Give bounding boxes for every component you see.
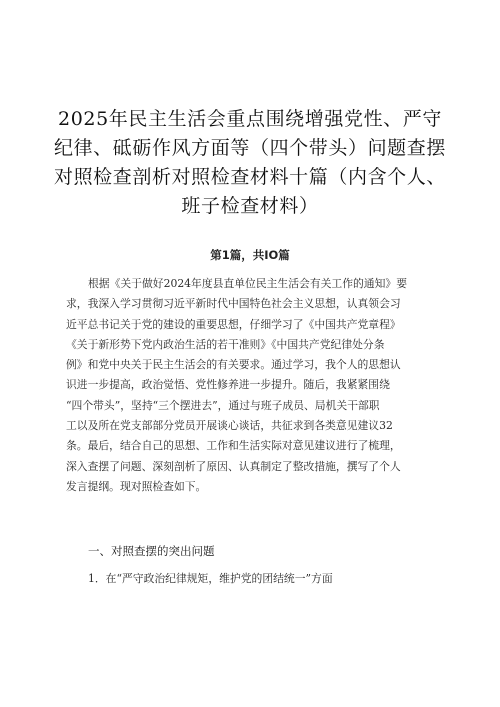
body-line: 发言提纲。现对照检查如下。 (66, 479, 207, 493)
title-line: 纪律、砥砺作风方面等（四个带头）问题查摆 (53, 136, 446, 159)
page-counter-subtitle: 第1篇，共IO篇 (210, 248, 290, 262)
title-line: 对照检查剖析对照检查材料十篇（内含个人、 (53, 165, 446, 188)
body-line: 《关于新形势下党内政治生活的若干准则》《中国共产党纪律处分条 (66, 337, 385, 351)
document-title (40, 105, 460, 221)
title-line: 班子检查材料） (181, 194, 319, 217)
body-line: 工以及所在党支部部分党员开展谈心谈话，共征求到各类意见建议32 (66, 419, 393, 433)
title-line: 2025年民主生活会重点围绕增强党性、严守 (58, 107, 442, 130)
body-paragraph (66, 274, 444, 497)
body-line: “四个带头”，坚持“三个摆进去”，通过与班子成员、局机关干部职 (66, 398, 380, 412)
body-line: 识进一步提高，政治觉悟、党性修养进一步提升。随后，我紧紧围绕 (66, 378, 390, 392)
section-heading: 一、对照查摆的突出问题 (88, 544, 215, 558)
list-item: 1．在“严守政治纪律规矩，维护党的团结统一”方面 (88, 572, 333, 585)
body-line: 近平总书记关于党的建设的重要思想，仔细学习了《中国共产党章程》 (66, 317, 401, 331)
body-line: 根据《关于做好2024年度县直单位民主生活会有关工作的通知》要 (88, 277, 407, 290)
body-line: 深入查摆了问题、深刻剖析了原因、认真制定了整改措施，撰写了个人 (66, 459, 401, 473)
body-line: 求，我深入学习贯彻习近平新时代中国特色社会主义思想，认真领会习 (66, 297, 401, 311)
body-line: 条。最后，结合自己的思想、工作和生活实际对意见建议进行了梳理， (66, 439, 401, 453)
body-line: 例》和党中央关于民主生活会的有关要求。通过学习，我个人的思想认 (66, 358, 401, 372)
